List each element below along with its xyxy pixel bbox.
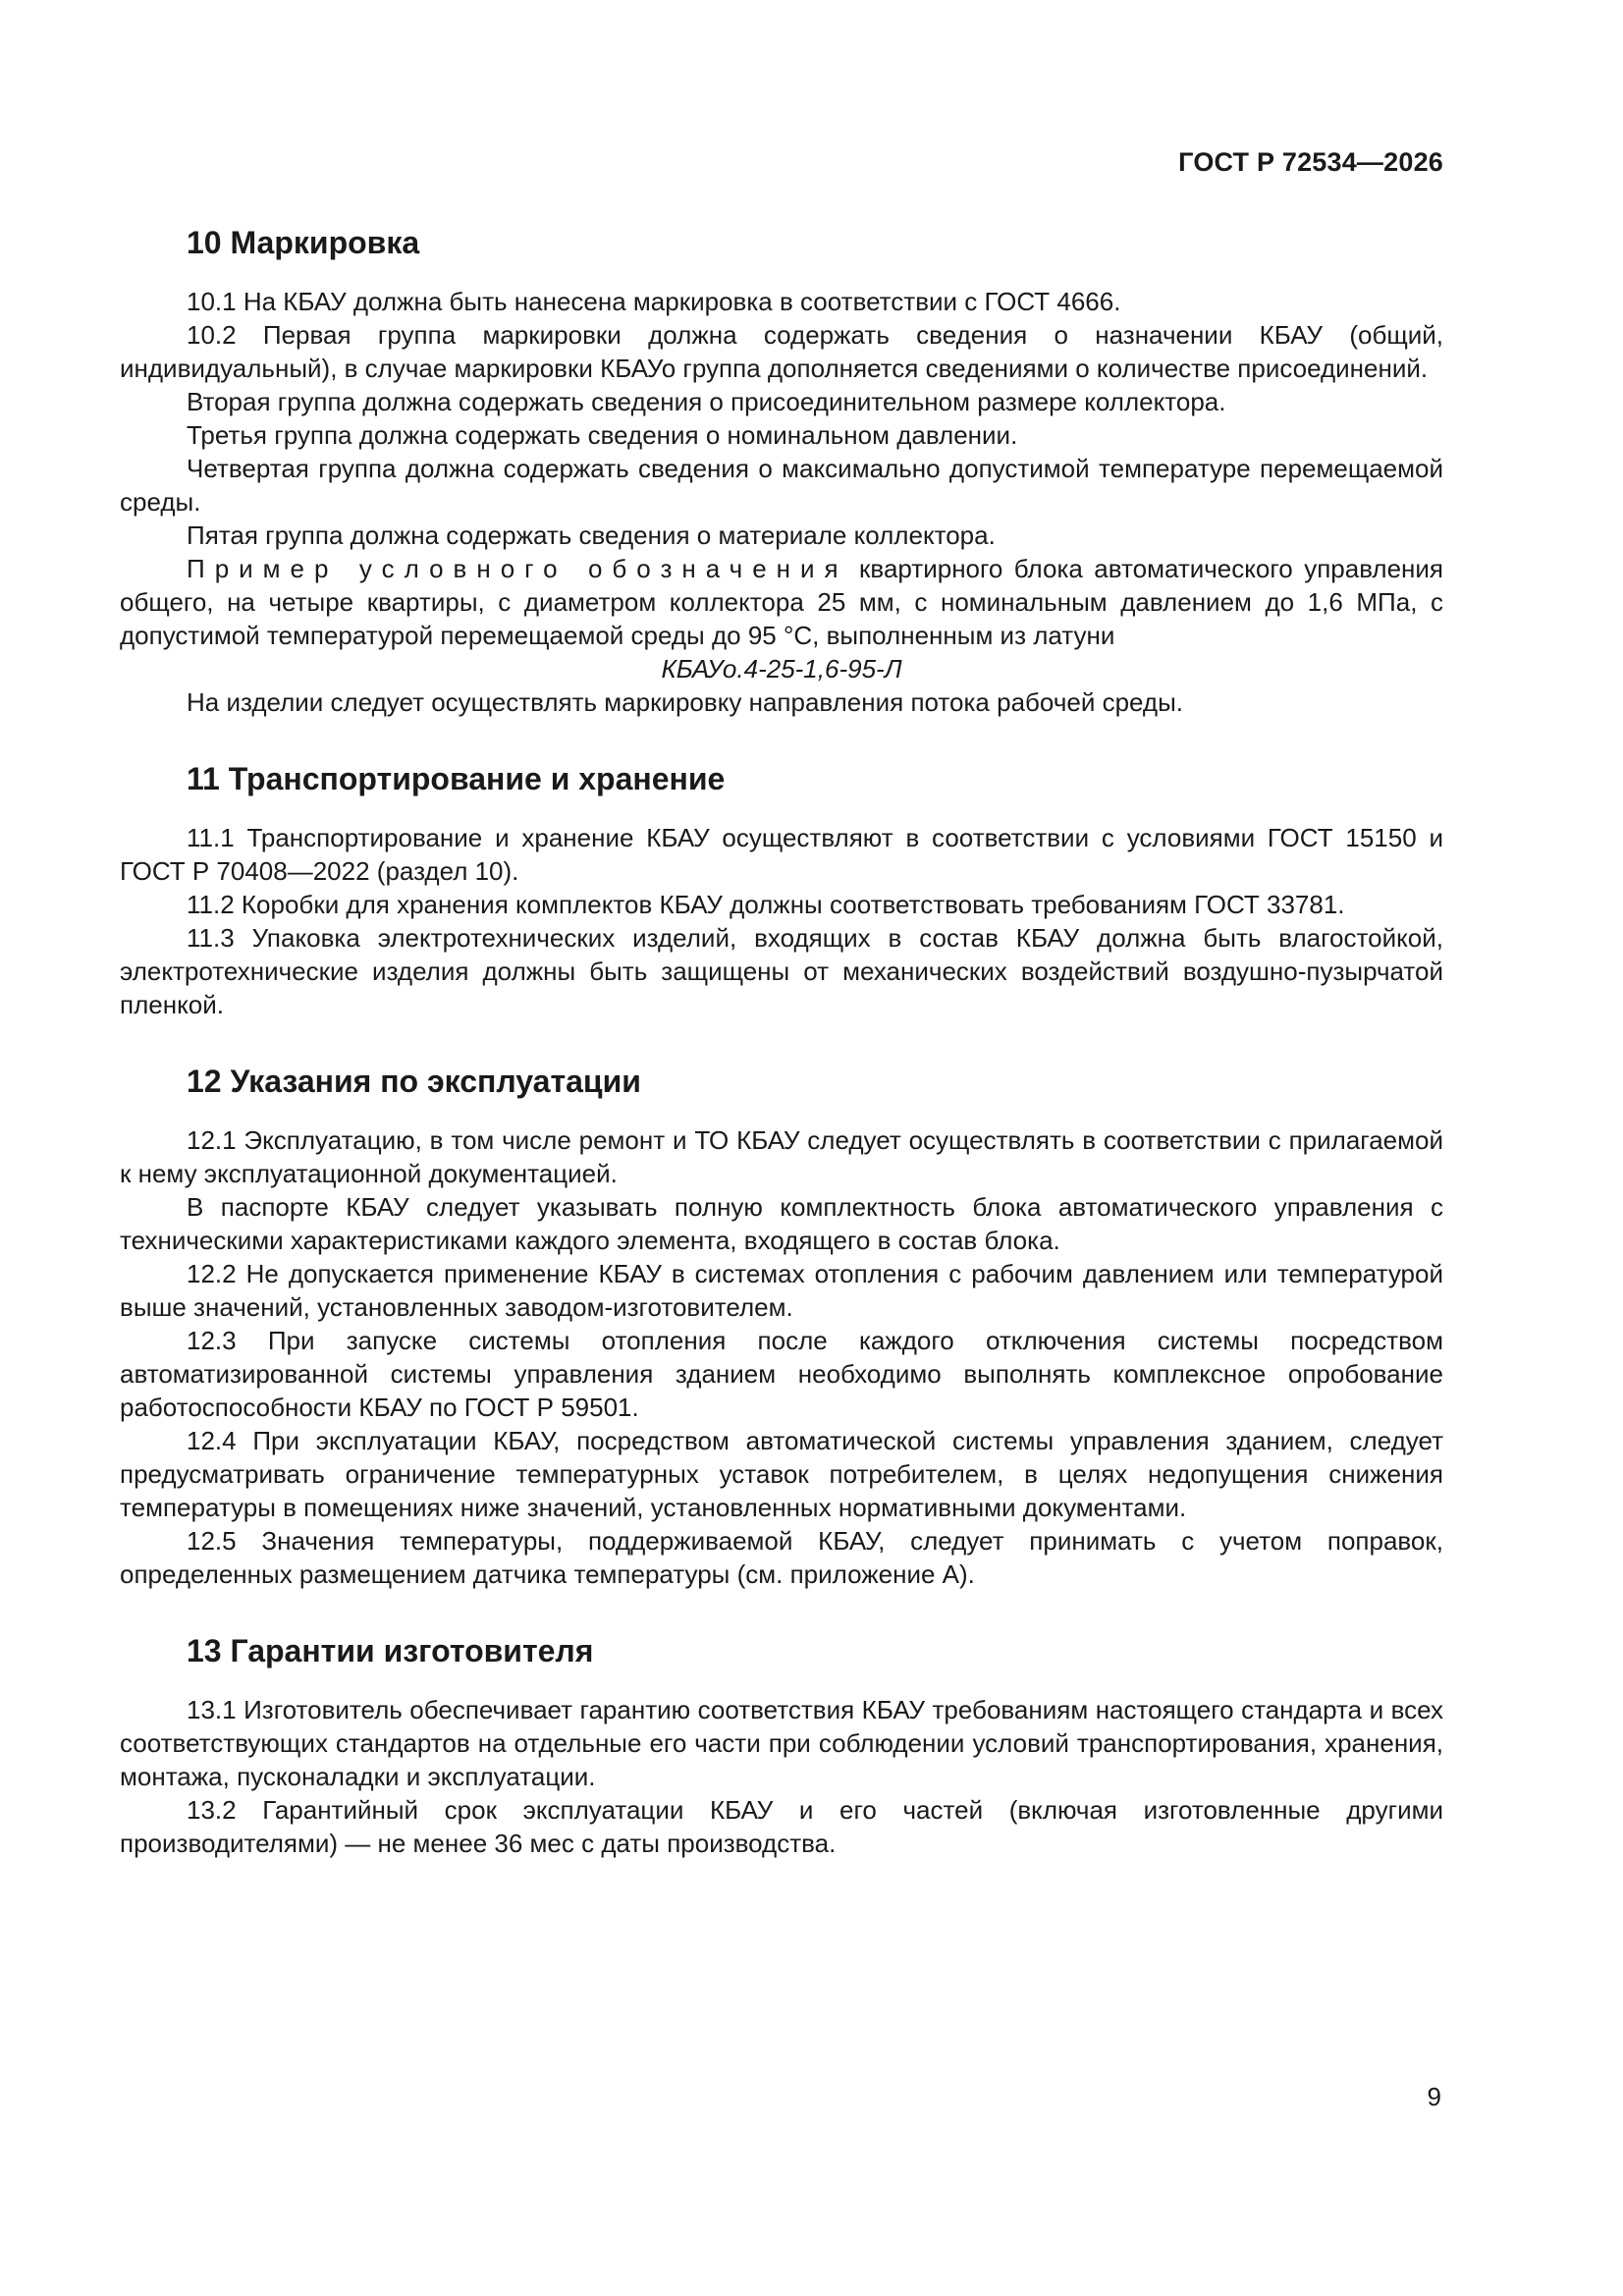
paragraph: 12.4 При эксплуатации КБАУ, посредством автоматической системы управления зданием, следует предусматривать ограничение температурных уставок потребителем, в целях недопущения снижения температуры в помещениях ниже значений, установленных нормативными документами. <box>120 1426 1443 1522</box>
paragraph: 12.1 Эксплуатацию, в том числе ремонт и ТО КБАУ следует осуществлять в соответствии с прилагаемой к нему эксплуатационной документацией. <box>120 1125 1443 1188</box>
section-11 <box>120 758 1443 1021</box>
paragraph: 11.2 Коробки для хранения комплектов КБАУ должны соответствовать требованиям ГОСТ 33781. <box>187 890 1345 919</box>
paragraph: 13.1 Изготовитель обеспечивает гарантию соответствия КБАУ требованиям настоящего стандарта и всех соответствующих стандартов на отдельные его части при соблюдении условий транспортирования, хранения, монтажа, пусконаладки и эксплуатации. <box>120 1695 1443 1791</box>
section-title: 13 Гарантии изготовителя <box>187 1633 594 1668</box>
example-paragraph <box>120 552 1443 652</box>
paragraph: Пятая группа должна содержать сведения о материале коллектора. <box>187 520 996 550</box>
designation-formula: КБАУо.4-25-1,6-95-Л <box>661 654 902 683</box>
document-body <box>120 222 1443 1899</box>
section-10 <box>120 222 1443 719</box>
paragraph: 13.2 Гарантийный срок эксплуатации КБАУ и его частей (включая изготовленные другими производителями) — не менее 36 мес с даты производства. <box>120 1795 1443 1858</box>
paragraph: 11.1 Транспортирование и хранение КБАУ осуществляют в соответствии с условиями ГОСТ 15150 и ГОСТ Р 70408—2022 (раздел 10). <box>120 823 1443 886</box>
paragraph: В паспорте КБАУ следует указывать полную комплектность блока автоматического управления с техническими характеристиками каждого элемента, входящего в состав блока. <box>120 1192 1443 1255</box>
paragraph: Третья группа должна содержать сведения о номинальном давлении. <box>187 420 1018 450</box>
paragraph: 10.1 На КБАУ должна быть нанесена маркировка в соответствии с ГОСТ 4666. <box>187 287 1121 316</box>
document-header: ГОСТ Р 72534—2026 <box>1178 147 1443 177</box>
example-text: квартирного блока автоматического управления общего, на четыре квартиры, с диаметром коллектора 25 мм, с номинальным давлением до 1,6 МПа, с допустимой температурой перемещаемой среды до 95 °С, выполненным из латуни <box>120 554 1444 650</box>
section-12 <box>120 1061 1443 1591</box>
section-13 <box>120 1630 1443 1860</box>
section-title: 12 Указания по эксплуатации <box>187 1064 641 1099</box>
section-title: 11 Транспортирование и хранение <box>187 761 726 796</box>
paragraph: 12.5 Значения температуры, поддерживаемой КБАУ, следует принимать с учетом поправок, определенных размещением датчика температуры (см. приложение А). <box>120 1526 1443 1589</box>
paragraph: Вторая группа должна содержать сведения о присоединительном размере коллектора. <box>187 387 1226 416</box>
paragraph: Четвертая группа должна содержать сведения о максимально допустимой температуре перемещаемой среды. <box>120 454 1443 517</box>
paragraph: 10.2 Первая группа маркировки должна содержать сведения о назначении КБАУ (общий, индивидуальный), в случае маркировки КБАУо группа дополняется сведениями о количестве присоединений. <box>120 320 1443 383</box>
paragraph: На изделии следует осуществлять маркировку направления потока рабочей среды. <box>187 687 1184 717</box>
paragraph: 12.2 Не допускается применение КБАУ в системах отопления с рабочим давлением или температурой выше значений, установленных заводом-изготовителем. <box>120 1259 1443 1322</box>
example-lead: Пример условного обозначения <box>187 554 848 583</box>
paragraph: 11.3 Упаковка электротехнических изделий, входящих в состав КБАУ должна быть влагостойкой, электротехнические изделия должны быть защищены от механических воздействий воздушно-пузырчатой пленкой. <box>120 923 1443 1019</box>
page-number: 9 <box>1427 2082 1441 2111</box>
section-title: 10 Маркировка <box>187 225 420 260</box>
paragraph: 12.3 При запуске системы отопления после каждого отключения системы посредством автоматизированной системы управления зданием необходимо выполнять комплексное опробование работоспособности КБАУ по ГОСТ Р 59501. <box>120 1326 1443 1422</box>
